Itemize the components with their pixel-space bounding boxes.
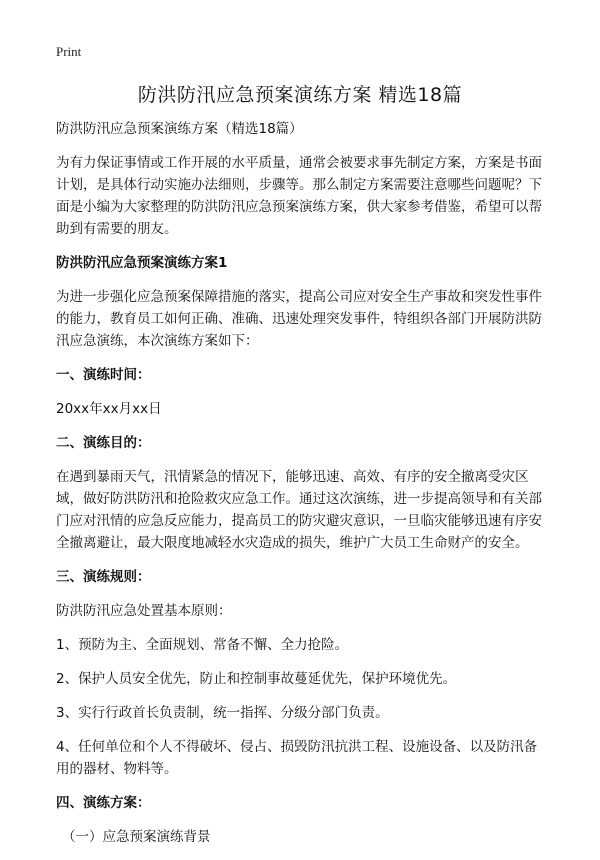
heading-drill-purpose: 二、演练目的：	[56, 435, 151, 451]
intro-paragraph: 为有力保证事情或工作开展的水平质量，通常会被要求事先制定方案，方案是书面计划，是具体行动实施办法细则，步骤等。那么制定方案需要注意哪些问题呢？下面是小编为大家整理的防洪防汛应急预案演练方案，供大家参考借鉴，希望可以帮助到有需要的朋友。	[56, 155, 542, 237]
rule-item: 2、保护人员安全优先，防止和控制事故蔓延优先，保护环境优先。	[56, 671, 457, 687]
print-link[interactable]: Print	[56, 44, 82, 59]
rule-item: 3、实行行政首长负责制，统一指挥、分级分部门负责。	[56, 705, 389, 721]
section-intro-paragraph: 为进一步强化应急预案保障措施的落实，提高公司应对安全生产事故和突发性事件的能力，教育员工如何正确、准确、迅速处理突发事件，特组织各部门开展防洪防汛应急演练，本次演练方案如下：	[56, 289, 542, 349]
rule-item: 1、预防为主、全面规划、常备不懈、全力抢险。	[56, 637, 349, 653]
plan-subheading: （一）应急预案演练背景	[62, 829, 211, 845]
rule-item: 4、任何单位和个人不得破坏、侵占、损毁防汛抗洪工程、设施设备、以及防汛备用的器材、物料等。	[56, 739, 538, 777]
document-title: 防洪防汛应急预案演练方案 精选18篇	[137, 84, 463, 106]
rules-intro: 防洪防汛应急处置基本原则：	[56, 603, 232, 619]
section-heading: 防洪防汛应急预案演练方案1	[56, 255, 228, 271]
heading-drill-plan: 四、演练方案：	[56, 795, 151, 811]
document-subtitle: 防洪防汛应急预案演练方案（精选18篇）	[56, 121, 303, 137]
drill-time-value: 20xx年xx月xx日	[56, 401, 162, 417]
drill-purpose-paragraph: 在遇到暴雨天气，汛情紧急的情况下，能够迅速、高效、有序的安全撤离受灾区域，做好防洪防汛和抢险救灾应急工作。通过这次演练，进一步提高领导和有关部门应对汛情的应急反应能力，提高员工的防灾避灾意识，一旦临灾能够迅速有序安全撤离避让，最大限度地减轻水灾造成的损失，维护广大员工生命财产的安全。	[56, 469, 542, 551]
document-body	[56, 118, 550, 860]
heading-drill-time: 一、演练时间：	[56, 367, 151, 383]
heading-drill-rules: 三、演练规则：	[56, 569, 151, 585]
